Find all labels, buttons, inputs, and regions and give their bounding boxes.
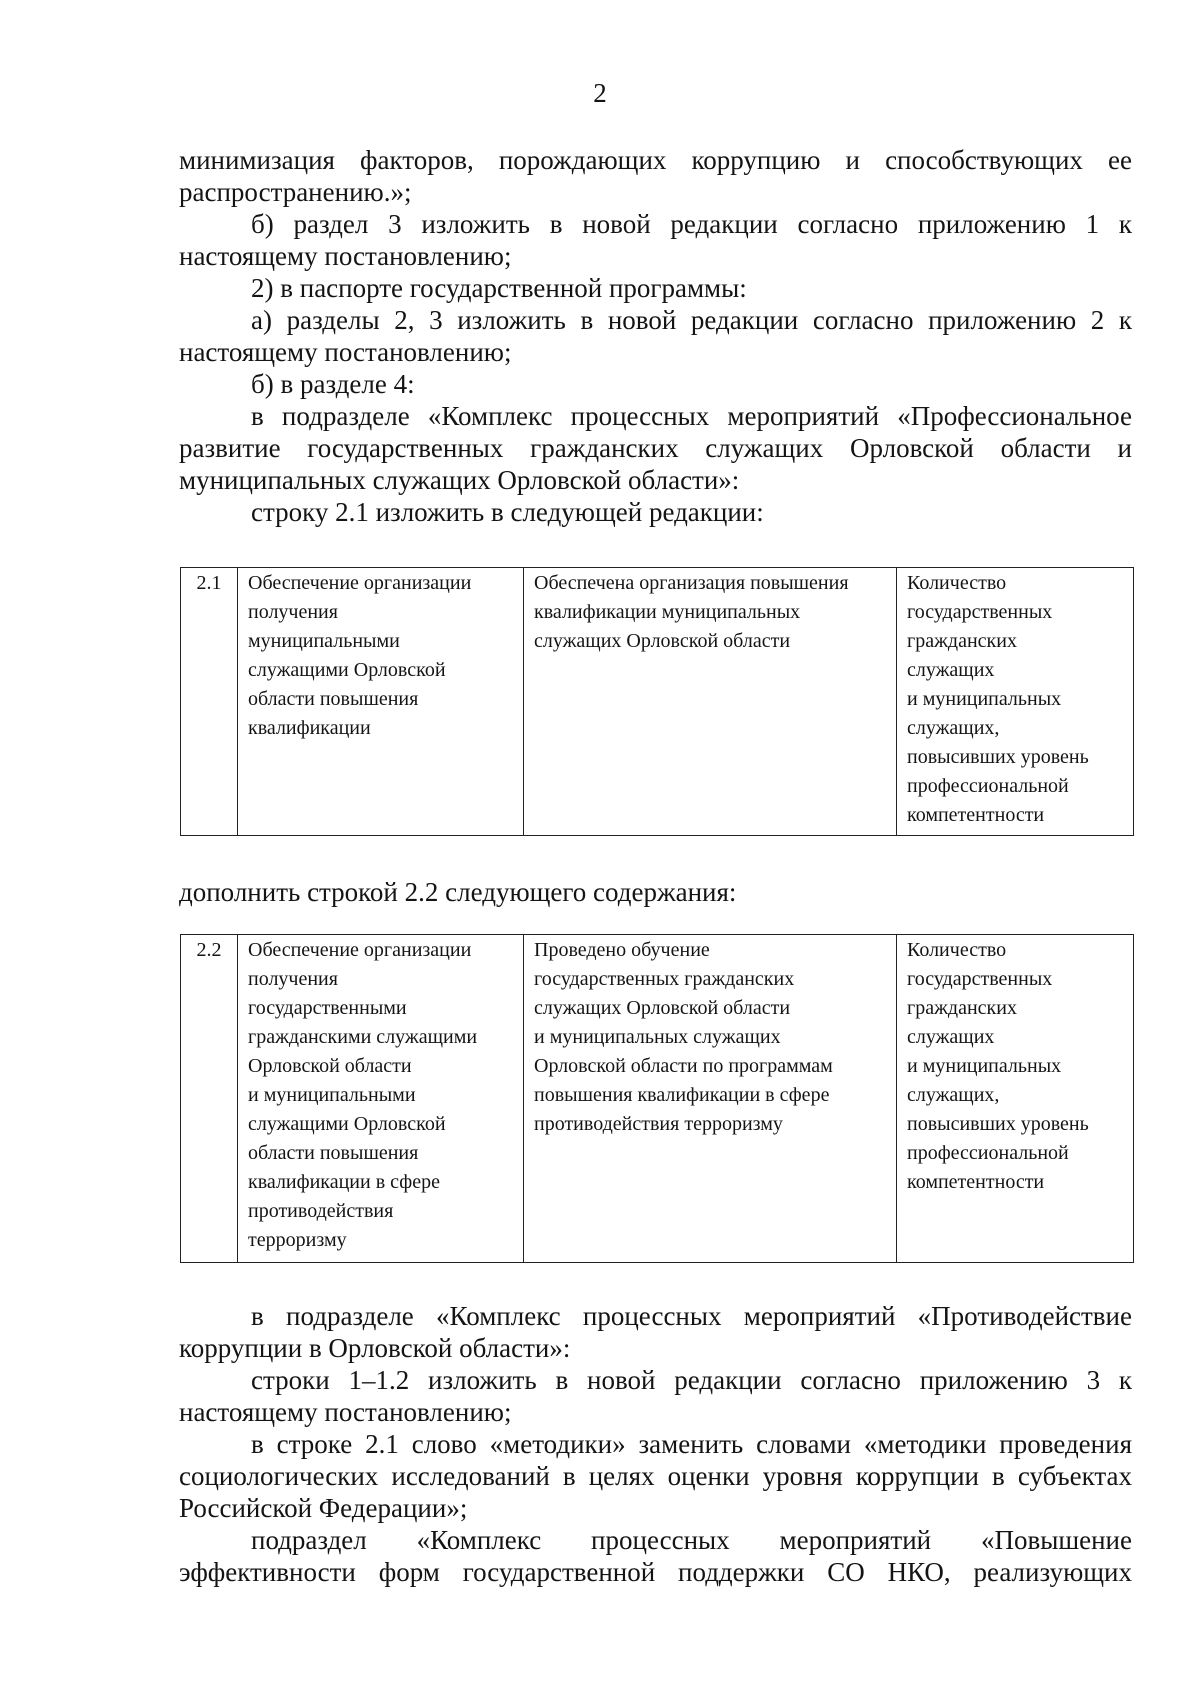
paragraph: дополнить строкой 2.2 следующего содержания: <box>179 877 737 907</box>
paragraph: 2) в паспорте государственной программы: <box>251 273 747 303</box>
body-text-block-2 <box>179 876 1132 908</box>
paragraph: в строке 2.1 слово «методики» заменить словами «методики проведения социологических исследований в целях оценки уровня коррупции в субъектах Российской Федерации»; <box>179 1429 1132 1523</box>
paragraph: строки 1–1.2 изложить в новой редакции согласно приложению 3 к настоящему постановлению; <box>179 1365 1132 1427</box>
result-cell: Проведено обучение государственных гражданских служащих Орловской области и муниципальных служащих Орловской области по программам повышения квалификации в сфере противодействия терроризму <box>524 935 897 1263</box>
paragraph: а) разделы 2, 3 изложить в новой редакции согласно приложению 2 к настоящему постановлению; <box>179 305 1132 367</box>
body-text-block-1 <box>179 144 1132 528</box>
result-cell: Обеспечена организация повышения квалификации муниципальных служащих Орловской области <box>524 568 897 836</box>
body-text-block-3 <box>179 1300 1132 1588</box>
row-number-cell: 2.1 <box>181 568 238 836</box>
table-row <box>181 568 1134 836</box>
table-row-2-2 <box>180 934 1134 1263</box>
paragraph: б) раздел 3 изложить в новой редакции согласно приложению 1 к настоящему постановлению; <box>179 209 1132 271</box>
paragraph: б) в разделе 4: <box>251 369 415 399</box>
paragraph: строку 2.1 изложить в следующей редакции: <box>251 497 764 527</box>
paragraph: подраздел «Комплекс процессных мероприятий «Повышение эффективности форм государственной поддержки СО НКО, реализующих <box>179 1525 1132 1587</box>
indicator-cell: Количество государственных гражданских служащих и муниципальных служащих, повысивших уровень профессиональной компетентности <box>897 935 1134 1263</box>
paragraph: в подразделе «Комплекс процессных мероприятий «Противодействие коррупции в Орловской области»: <box>179 1301 1132 1363</box>
table-row <box>181 935 1134 1263</box>
row-number-cell: 2.2 <box>181 935 238 1263</box>
table-row-2-1 <box>180 567 1134 836</box>
page-number: 2 <box>593 78 607 108</box>
task-cell: Обеспечение организации получения государственными гражданскими служащими Орловской области и муниципальными служащими Орловской области повышения квалификации в сфере противодействия терроризму <box>238 935 524 1263</box>
indicator-cell: Количество государственных гражданских служащих и муниципальных служащих, повысивших уровень профессиональной компетентности <box>897 568 1134 836</box>
paragraph: в подразделе «Комплекс процессных мероприятий «Профессиональное развитие государственных гражданских служащих Орловской области и муниципальных служащих Орловской области»: <box>179 401 1132 495</box>
paragraph: минимизация факторов, порождающих коррупцию и способствующих ее распространению.»; <box>179 145 1132 207</box>
task-cell: Обеспечение организации получения муниципальными служащими Орловской области повышения квалификации <box>238 568 524 836</box>
